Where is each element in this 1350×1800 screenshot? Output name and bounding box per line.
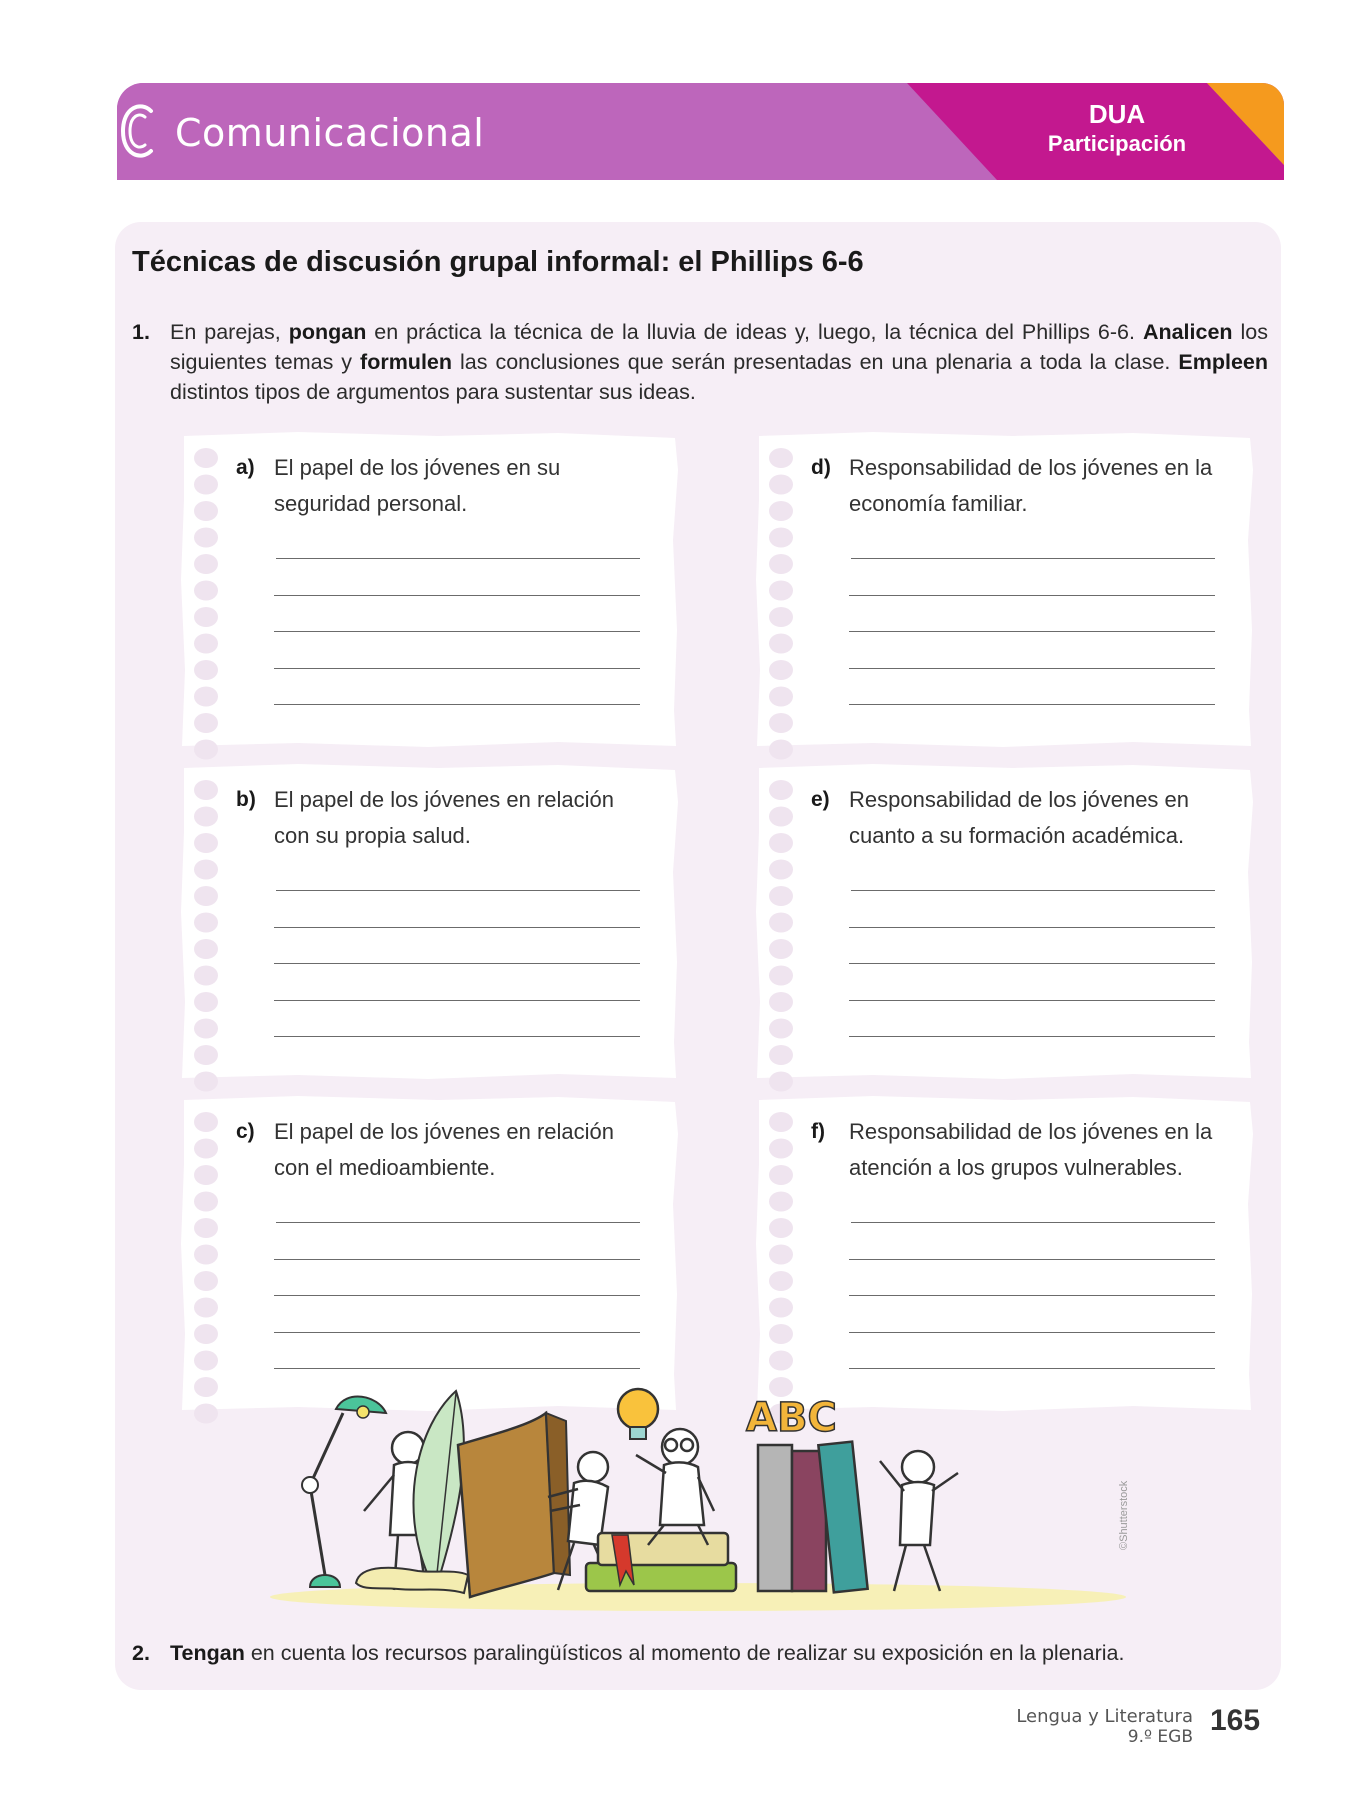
answer-lines[interactable] xyxy=(274,890,640,1073)
binder-hole xyxy=(769,1139,793,1159)
binder-hole xyxy=(769,1218,793,1238)
page-number: 165 xyxy=(1210,1704,1261,1737)
binder-hole xyxy=(194,1271,218,1291)
binder-hole xyxy=(194,860,218,880)
dua-badge xyxy=(1017,101,1217,155)
answer-line[interactable] xyxy=(274,963,640,964)
abc-letters-icon xyxy=(746,1395,837,1441)
answer-line[interactable] xyxy=(274,1259,640,1260)
answer-line[interactable] xyxy=(276,890,640,891)
binder-hole xyxy=(769,475,793,495)
binder-hole xyxy=(194,1165,218,1185)
binder-hole xyxy=(769,992,793,1012)
binder-hole xyxy=(769,966,793,986)
svg-text:ABC: ABC xyxy=(746,1395,837,1441)
activity-2 xyxy=(132,1638,1268,1668)
feather-quill-icon xyxy=(413,1391,463,1575)
topic-question: Responsabilidad de los jóvenes en la atención a los grupos vulnerables. xyxy=(849,1119,1213,1180)
binder-hole xyxy=(194,713,218,733)
binder-hole xyxy=(194,1045,218,1065)
activity-1 xyxy=(132,317,1268,407)
answer-line[interactable] xyxy=(849,963,1215,964)
binder-hole xyxy=(194,913,218,933)
answer-lines[interactable] xyxy=(849,1222,1215,1405)
binder-hole xyxy=(194,1112,218,1132)
binder-hole xyxy=(769,807,793,827)
binder-hole xyxy=(769,501,793,521)
binder-hole xyxy=(194,1139,218,1159)
binder-hole xyxy=(194,634,218,654)
answer-line[interactable] xyxy=(274,1332,640,1333)
image-credit: ©Shutterstock xyxy=(1118,1480,1130,1550)
answer-line[interactable] xyxy=(849,1259,1215,1260)
topic-question: El papel de los jóvenes en relación con su propia salud. xyxy=(274,787,615,848)
binder-hole xyxy=(194,1298,218,1318)
activity-number: 2. xyxy=(132,1641,150,1665)
binder-hole xyxy=(194,833,218,853)
activity-number: 1. xyxy=(132,320,150,344)
answer-line[interactable] xyxy=(274,1000,640,1001)
topic-question: El papel de los jóvenes en su seguridad personal. xyxy=(274,455,561,516)
binder-hole xyxy=(194,1218,218,1238)
binder-hole xyxy=(769,833,793,853)
binder-hole xyxy=(769,528,793,548)
answer-line[interactable] xyxy=(274,1036,640,1037)
binder-hole xyxy=(194,581,218,601)
desk-lamp-icon xyxy=(302,1397,386,1587)
binder-hole xyxy=(769,1351,793,1371)
binder-hole xyxy=(769,1245,793,1265)
binder-hole xyxy=(194,886,218,906)
binder-hole xyxy=(769,939,793,959)
answer-lines[interactable] xyxy=(849,890,1215,1073)
binder-hole xyxy=(194,687,218,707)
binder-hole xyxy=(194,607,218,627)
topic-question: El papel de los jóvenes en relación con el medioambiente. xyxy=(274,1119,615,1180)
binder-hole xyxy=(194,554,218,574)
topic-letter: e) xyxy=(811,788,830,811)
section-name: Comunicacional xyxy=(175,111,485,155)
idea-light-bulb-icon xyxy=(618,1389,658,1439)
answer-line[interactable] xyxy=(851,558,1215,559)
binder-hole xyxy=(769,1324,793,1344)
dua-label: DUA xyxy=(1088,99,1146,129)
binder-hole xyxy=(769,1112,793,1132)
binder-hole xyxy=(194,448,218,468)
binder-hole xyxy=(769,1019,793,1039)
binder-hole xyxy=(194,1324,218,1344)
binder-hole xyxy=(194,1404,218,1424)
answer-line[interactable] xyxy=(274,927,640,928)
binder-hole xyxy=(194,475,218,495)
binder-hole xyxy=(769,780,793,800)
binder-hole xyxy=(194,740,218,760)
binder-hole xyxy=(194,966,218,986)
answer-line[interactable] xyxy=(851,1222,1215,1223)
footer-grade: 9.º EGB xyxy=(1127,1727,1193,1747)
activity-instructions: Tengan en cuenta los recursos paralingüísticos al momento de realizar su exposición en la plenaria. xyxy=(170,1641,1125,1665)
topic-card-a xyxy=(178,430,678,748)
answer-line[interactable] xyxy=(274,631,640,632)
topic-card-f xyxy=(753,1094,1253,1412)
topic-card-e xyxy=(753,762,1253,1080)
student-figure-icon xyxy=(880,1451,958,1591)
binder-hole xyxy=(194,501,218,521)
binder-hole xyxy=(194,807,218,827)
answer-line[interactable] xyxy=(849,595,1215,596)
answer-line[interactable] xyxy=(849,1295,1215,1296)
answer-lines[interactable] xyxy=(274,1222,640,1405)
footer-subject: Lengua y Literatura xyxy=(1016,1706,1193,1727)
binder-hole xyxy=(769,1271,793,1291)
students-with-books-illustration xyxy=(268,1385,1128,1615)
page-title: Técnicas de discusión grupal informal: el Phillips 6-6 xyxy=(132,246,864,278)
binder-hole xyxy=(769,581,793,601)
binder-hole xyxy=(194,1245,218,1265)
topic-card-d xyxy=(753,430,1253,748)
binder-hole xyxy=(769,554,793,574)
answer-line[interactable] xyxy=(849,704,1215,705)
answer-line[interactable] xyxy=(274,1368,640,1369)
answer-line[interactable] xyxy=(274,1295,640,1296)
answer-line[interactable] xyxy=(849,1000,1215,1001)
binder-hole xyxy=(769,634,793,654)
topic-letter: a) xyxy=(236,456,255,479)
answer-lines[interactable] xyxy=(274,558,640,741)
binder-hole xyxy=(194,780,218,800)
answer-line[interactable] xyxy=(276,1222,640,1223)
answer-line[interactable] xyxy=(274,668,640,669)
binder-hole xyxy=(194,992,218,1012)
answer-line[interactable] xyxy=(274,595,640,596)
topic-question: Responsabilidad de los jóvenes en la economía familiar. xyxy=(849,455,1213,516)
answer-line[interactable] xyxy=(849,927,1215,928)
answer-line[interactable] xyxy=(851,890,1215,891)
answer-line[interactable] xyxy=(849,668,1215,669)
binder-hole xyxy=(769,886,793,906)
topic-card-b xyxy=(178,762,678,1080)
topic-letter: b) xyxy=(236,788,256,811)
answer-line[interactable] xyxy=(849,1332,1215,1333)
binder-hole xyxy=(769,1072,793,1092)
binder-hole xyxy=(194,1019,218,1039)
binder-hole xyxy=(769,1165,793,1185)
standing-books-icon xyxy=(758,1442,868,1593)
binder-hole xyxy=(769,1192,793,1212)
activity-instructions: En parejas, pongan en práctica la técnica de la lluvia de ideas y, luego, la técnica del Phillips 6-6. Analicen los siguientes temas y formulen las conclusiones que serán presentadas en una plenaria a toda la clase. Empleen distintos tipos de argumentos para sustentar sus ideas. xyxy=(170,320,1268,404)
large-book-icon xyxy=(458,1413,570,1597)
topic-question: Responsabilidad de los jóvenes en cuanto a su formación académica. xyxy=(849,787,1190,848)
dua-sublabel: Participación xyxy=(1047,131,1187,156)
topic-letter: c) xyxy=(236,1120,255,1143)
binder-hole xyxy=(194,1192,218,1212)
binder-hole xyxy=(769,740,793,760)
topic-letter: d) xyxy=(811,456,831,479)
book-stack-icon xyxy=(586,1533,736,1591)
binder-hole xyxy=(769,713,793,733)
student-figure-icon xyxy=(636,1429,714,1545)
answer-line[interactable] xyxy=(849,1368,1215,1369)
section-banner xyxy=(117,83,1284,180)
answer-lines[interactable] xyxy=(849,558,1215,741)
binder-hole xyxy=(194,660,218,680)
comunicacional-logo-icon xyxy=(117,97,159,165)
binder-hole xyxy=(769,860,793,880)
binder-hole xyxy=(769,607,793,627)
answer-line[interactable] xyxy=(276,558,640,559)
topic-card-c xyxy=(178,1094,678,1412)
binder-hole xyxy=(769,913,793,933)
binder-hole xyxy=(769,660,793,680)
binder-hole xyxy=(194,1351,218,1371)
topic-letter: f) xyxy=(811,1120,825,1143)
answer-line[interactable] xyxy=(849,631,1215,632)
binder-hole xyxy=(769,1045,793,1065)
binder-hole xyxy=(769,448,793,468)
binder-hole xyxy=(769,687,793,707)
binder-hole xyxy=(194,1072,218,1092)
binder-hole xyxy=(194,1377,218,1397)
answer-line[interactable] xyxy=(849,1036,1215,1037)
binder-hole xyxy=(194,939,218,959)
answer-line[interactable] xyxy=(274,704,640,705)
binder-hole xyxy=(194,528,218,548)
binder-hole xyxy=(769,1298,793,1318)
